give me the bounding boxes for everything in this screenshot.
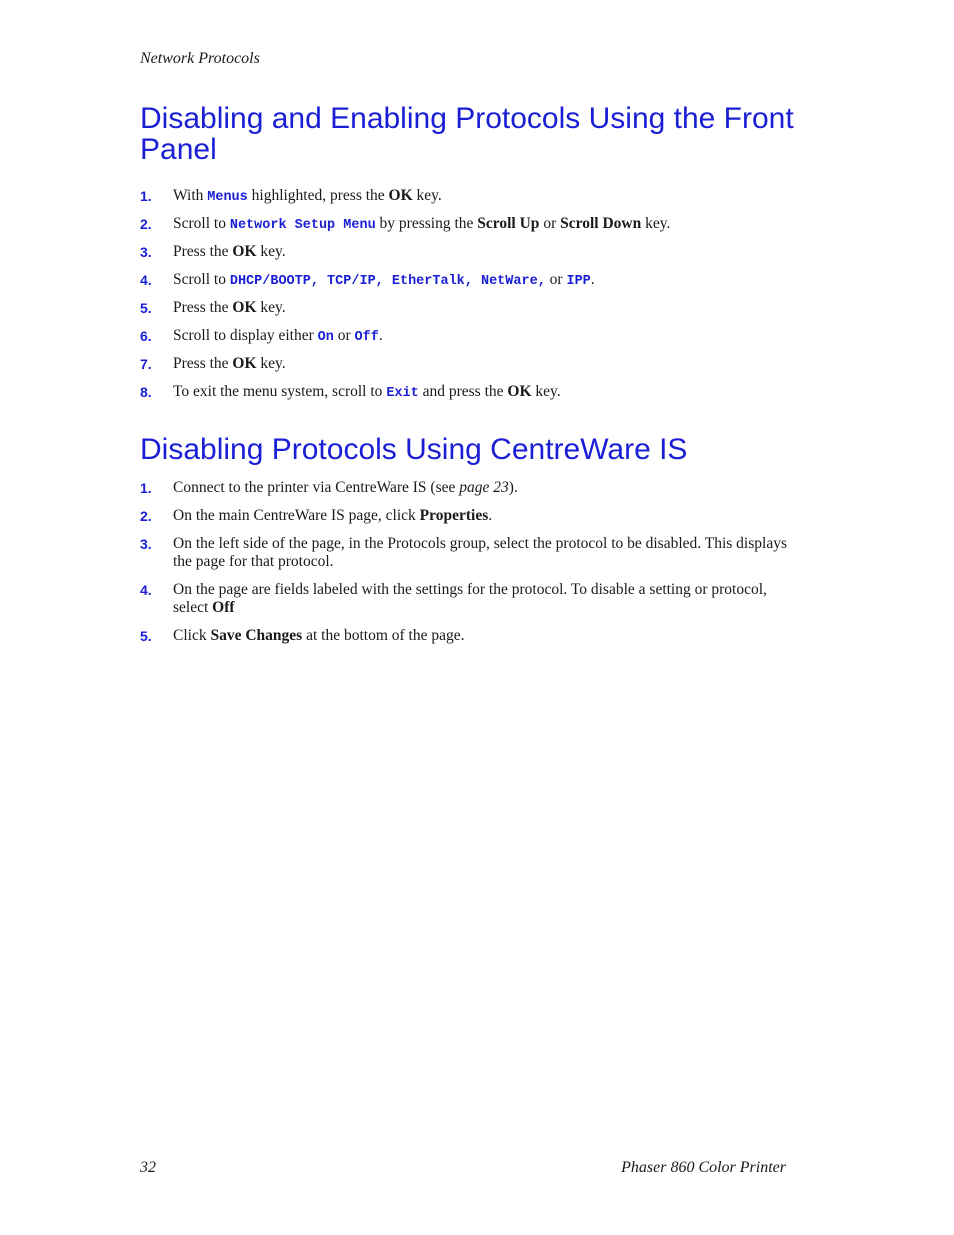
section-title-centreware: Disabling Protocols Using CentreWare IS xyxy=(140,433,688,466)
key-name: Scroll Up xyxy=(477,215,540,232)
step-number: 4. xyxy=(140,582,152,598)
step-number: 3. xyxy=(140,244,152,260)
step-text: . xyxy=(488,507,493,524)
menu-code: Network Setup Menu xyxy=(229,218,376,233)
step-text: Press the xyxy=(173,355,233,372)
list-item xyxy=(140,271,800,289)
step-text: key. xyxy=(412,187,442,204)
ui-term: Properties xyxy=(419,507,489,524)
step-text: On the left side of the page, in the Protocols group, select the protocol to be disabled. This displays the page for that protocol. xyxy=(173,535,787,570)
page-reference: page 23 xyxy=(459,479,509,496)
ui-term: Save Changes xyxy=(210,627,303,644)
menu-code: On xyxy=(317,330,334,345)
step-text: key. xyxy=(256,243,286,260)
list-item xyxy=(140,327,800,345)
list-item xyxy=(140,355,800,373)
key-name: OK xyxy=(388,187,413,204)
step-text: key. xyxy=(256,355,286,372)
menu-code: DHCP/BOOTP, TCP/IP, EtherTalk, NetWare, xyxy=(229,274,546,289)
step-number: 4. xyxy=(140,272,152,288)
list-item xyxy=(140,581,800,617)
list-item xyxy=(140,479,800,497)
menu-code: Menus xyxy=(207,190,248,205)
step-text: and press the xyxy=(418,383,508,400)
step-number: 5. xyxy=(140,300,152,316)
menu-code: Off xyxy=(354,330,379,345)
front-panel-steps xyxy=(140,187,800,411)
menu-code: IPP xyxy=(566,274,591,289)
step-number: 1. xyxy=(140,188,152,204)
key-name: OK xyxy=(232,299,257,316)
step-text: Click xyxy=(173,627,211,644)
step-number: 5. xyxy=(140,628,152,644)
step-number: 2. xyxy=(140,508,152,524)
step-number: 8. xyxy=(140,384,152,400)
step-text: Connect to the printer via CentreWare IS (see xyxy=(173,479,460,496)
step-text: or xyxy=(333,327,355,344)
key-name: OK xyxy=(507,383,532,400)
section-title-front-panel: Disabling and Enabling Protocols Using the Front Panel xyxy=(140,102,794,166)
list-item xyxy=(140,507,800,525)
step-text: On the main CentreWare IS page, click xyxy=(173,507,420,524)
centreware-steps xyxy=(140,479,800,655)
list-item xyxy=(140,215,800,233)
list-item xyxy=(140,299,800,317)
step-text: Press the xyxy=(173,243,233,260)
step-text: or xyxy=(545,271,567,288)
step-text: key. xyxy=(641,215,671,232)
step-number: 2. xyxy=(140,216,152,232)
step-text: ). xyxy=(508,479,518,496)
step-text: or xyxy=(539,215,561,232)
key-name: OK xyxy=(232,355,257,372)
step-text: . xyxy=(378,327,383,344)
step-text: highlighted, press the xyxy=(247,187,389,204)
footer-product-name: Phaser 860 Color Printer xyxy=(621,1159,786,1176)
step-text: On the page are fields labeled with the settings for the protocol. To disable a setting or protocol, select xyxy=(173,581,767,616)
step-text: Scroll to xyxy=(173,215,230,232)
step-text: key. xyxy=(531,383,561,400)
step-number: 6. xyxy=(140,328,152,344)
step-text: To exit the menu system, scroll to xyxy=(173,383,387,400)
menu-code: Exit xyxy=(386,386,419,401)
list-item xyxy=(140,383,800,401)
running-head: Network Protocols xyxy=(140,50,260,67)
step-text: With xyxy=(173,187,208,204)
step-text: Press the xyxy=(173,299,233,316)
key-name: OK xyxy=(232,243,257,260)
list-item xyxy=(140,187,800,205)
list-item xyxy=(140,627,800,645)
page-number: 32 xyxy=(140,1159,156,1176)
key-name: Scroll Down xyxy=(560,215,642,232)
list-item xyxy=(140,535,800,571)
step-number: 1. xyxy=(140,480,152,496)
step-text: Scroll to xyxy=(173,271,230,288)
step-text: by pressing the xyxy=(375,215,478,232)
step-text: at the bottom of the page. xyxy=(302,627,465,644)
step-number: 3. xyxy=(140,536,152,552)
step-text: key. xyxy=(256,299,286,316)
step-text: . xyxy=(590,271,595,288)
step-number: 7. xyxy=(140,356,152,372)
ui-term: Off xyxy=(212,599,235,616)
step-text: Scroll to display either xyxy=(173,327,318,344)
list-item xyxy=(140,243,800,261)
